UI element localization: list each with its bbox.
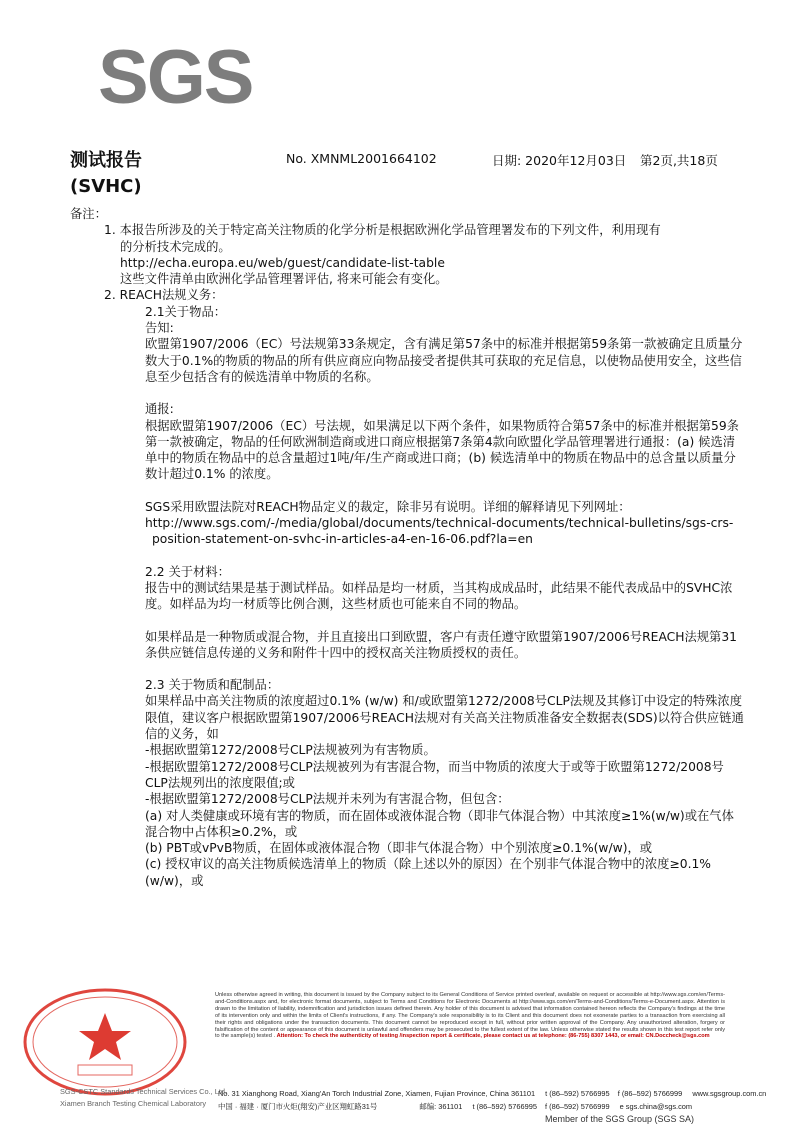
condition-b: (b) PBT或vPvB物质，在固体或液体混合物（即非气体混合物）中个别浓度≥0.1%(w/w)，或 (145, 841, 653, 856)
sgs-link-line1[interactable]: http://www.sgs.com/-/media/global/documents/technical-documents/technical-bulletins/sgs-crs- (145, 516, 734, 531)
bullet-hazardous-substance: -根据欧盟第1272/2008号CLP法规被列为有害物质。 (145, 743, 436, 758)
echa-link[interactable]: http://echa.europa.eu/web/guest/candidate-list-table (120, 255, 445, 270)
section-2-2-paragraph2: 如果样品是一种物质或混合物，并且直接出口到欧盟，客户有责任遵守欧盟第1907/2006号REACH法规第31 条供应链信息传递的义务和附件十四中的授权高关注物质授权的责任。 (145, 629, 738, 660)
section-2-2-title: 2.2 关于材料： (145, 564, 230, 579)
sgs-link-line2[interactable]: position-statement-on-svhc-in-articles-a4-en-16-06.pdf?la=en (152, 532, 533, 547)
section-2-3-title: 2.3 关于物质和配制品： (145, 678, 280, 693)
report-body (70, 206, 745, 889)
item2-title: 2. REACH法规义务： (104, 288, 224, 303)
remarks-label: 备注： (70, 207, 107, 221)
address-english (218, 1089, 766, 1098)
website-link[interactable]: www.sgsgroup.com.cn (692, 1089, 767, 1098)
seal-star-icon (79, 1013, 131, 1060)
disclaimer-text: Unless otherwise agreed in writing, this document is issued by the Company subject to its General Conditions of Service printed overleaf, available on request or accessible at http://www.sgs.com/en/Terms-and-Conditions.aspx and, for electronic format documents, subject to Terms and Conditions for Electronic Documents at http://www.sgs.com/en/Terms-and-Conditions/Terms-e-Document.aspx. Attention is drawn to the limitation of liability, indemnification and jurisdiction issues defined therein. Any holder of this document is advised that information contained hereon reflects the Company's findings at the time of its intervention only and within the limits of Client's instructions, if any. The Company's sole responsibility is to its Client and this document does not exonerate parties to a transaction from exercising all their rights and obligations under the transaction documents. This document cannot be reproduced except in full, without prior written approval of the Company. Any unauthorized alteration, forgery or falsification of the content or appearance of this document is unlawful and offenders may be prosecuted to the fullest extent of the law. Unless otherwise stated the results shown in this test report refer only to the sample(s) tested . (215, 992, 725, 1040)
item1-line1: 1. 本报告所涉及的关于特定高关注物质的化学分析是根据欧洲化学品管理署发布的下列文件，利用现有 (104, 223, 661, 238)
postcode: 邮编: 361101 (419, 1102, 463, 1111)
section-2-1-paragraph2: 根据欧盟第1907/2006（EC）号法规，如果满足以下两个条件，如果物质符合第57条中的标准并根据第59条第一款被确定，物品的任何欧洲制造商或进口商应根据第7条第4款向欧盟化学品管理署进行通报：(a) 候选清单中的物质在物品中的总含量超过1吨/年/生产商或进口商；(b) 候选清单中的物质在物品中的总含量以质量分数计超过0.1% 的浓度。 (145, 418, 739, 482)
address-cn: 中国 · 福建 · 厦门市火炬(翔安)产业区翔虹路31号 (218, 1102, 378, 1111)
address-chinese (218, 1101, 692, 1112)
member-notice: Member of the SGS Group (SGS SA) (545, 1114, 695, 1124)
item1-line2: 的分析技术完成的。 (120, 239, 231, 254)
page-number: 第2页,共18页 (640, 153, 718, 168)
section-2-1-paragraph1: 欧盟第1907/2006（EC）号法规第33条规定，含有满足第57条中的标准并根据第59条第一款被确定且质量分数大于0.1%的物质的物品的所有供应商应向物品接受者提供其可获取的充足信息，以使物品使用安全，这些信息至少包括含有的候选清单中物质的名称。 (145, 337, 743, 384)
condition-a: (a) 对人类健康或环境有害的物质，而在固体或液体混合物（即非气体混合物）中其浓度≥1%(w/w)或在气体混合物中占体积≥0.2%，或 (145, 808, 734, 839)
report-number: No. XMNML2001664102 (286, 151, 437, 166)
notify-label: 通报: (145, 402, 174, 417)
report-date: 日期: 2020年12月03日 (492, 153, 627, 168)
telephone: t (86–592) 5766995 (545, 1089, 610, 1098)
title-line1: 测试报告 (70, 150, 142, 171)
sgs-logo: SGS (98, 35, 253, 120)
authenticity-notice: Attention: To check the authenticity of testing /inspection report & certificate, please contact us at telephone: (86-755) 8307 1443, or email: CN.Doccheck@sgs.com (276, 1033, 710, 1040)
page-title (70, 148, 142, 200)
disclaimer (215, 992, 725, 1040)
bullet-hazardous-mixture: -根据欧盟第1272/2008号CLP法规被列为有害混合物，而当中物质的浓度大于或等于欧盟第1272/2008号CLP法规列出的浓度限值;或 (145, 759, 724, 790)
email-link[interactable]: e sgs.china@sgs.com (619, 1102, 693, 1111)
item1-note: 这些文件清单由欧洲化学品管理署评估, 将来可能会有变化。 (120, 272, 448, 287)
inspection-seal (20, 985, 190, 1100)
sgs-statement: SGS采用欧盟法院对REACH物品定义的裁定，除非另有说明。详细的解释请见下列网址： (145, 499, 631, 514)
lab-name: Xiamen Branch Testing Chemical Laboratory (60, 1099, 207, 1108)
section-2-2-paragraph1: 报告中的测试结果是基于测试样品。如样品是均一材质，当其构成成品时，此结果不能代表成品中的SVHC浓度。如样品为均一材质等比例合测，这些材质也可能来自不同的物品。 (145, 580, 733, 612)
fax-2: f (86–592) 5766999 (545, 1102, 610, 1111)
section-2-1-title: 2.1关于物品： (145, 304, 227, 319)
telephone-2: t (86–592) 5766995 (472, 1102, 537, 1111)
condition-c: (c) 授权审议的高关注物质候选清单上的物质（除上述以外的原因）在个别非气体混合物中的浓度≥0.1%(w/w)，或 (145, 857, 711, 888)
company-name: SGS-CSTC Standards Technical Services Co., Ltd. (60, 1087, 228, 1096)
fax: f (86–592) 5766999 (617, 1089, 683, 1098)
inform-label: 告知: (145, 321, 174, 336)
bullet-non-hazardous-mixture: -根据欧盟第1272/2008号CLP法规并未列为有害混合物，但包含： (145, 792, 510, 807)
address-en: No. 31 Xianghong Road, Xiang'An Torch Industrial Zone, Xiamen, Fujian Province, China 361101 (218, 1089, 536, 1098)
title-line2: (SVHC) (70, 176, 142, 197)
seal-graphic (20, 985, 190, 1100)
section-2-3-paragraph1: 如果样品中高关注物质的浓度超过0.1% (w/w) 和/或欧盟第1272/2008号CLP法规及其修订中设定的特殊浓度限值，建议客户根据欧盟第1907/2006号REACH法规对有关高关注物质准备安全数据表(SDS)以符合供应链通信的义务，如 (145, 694, 744, 742)
